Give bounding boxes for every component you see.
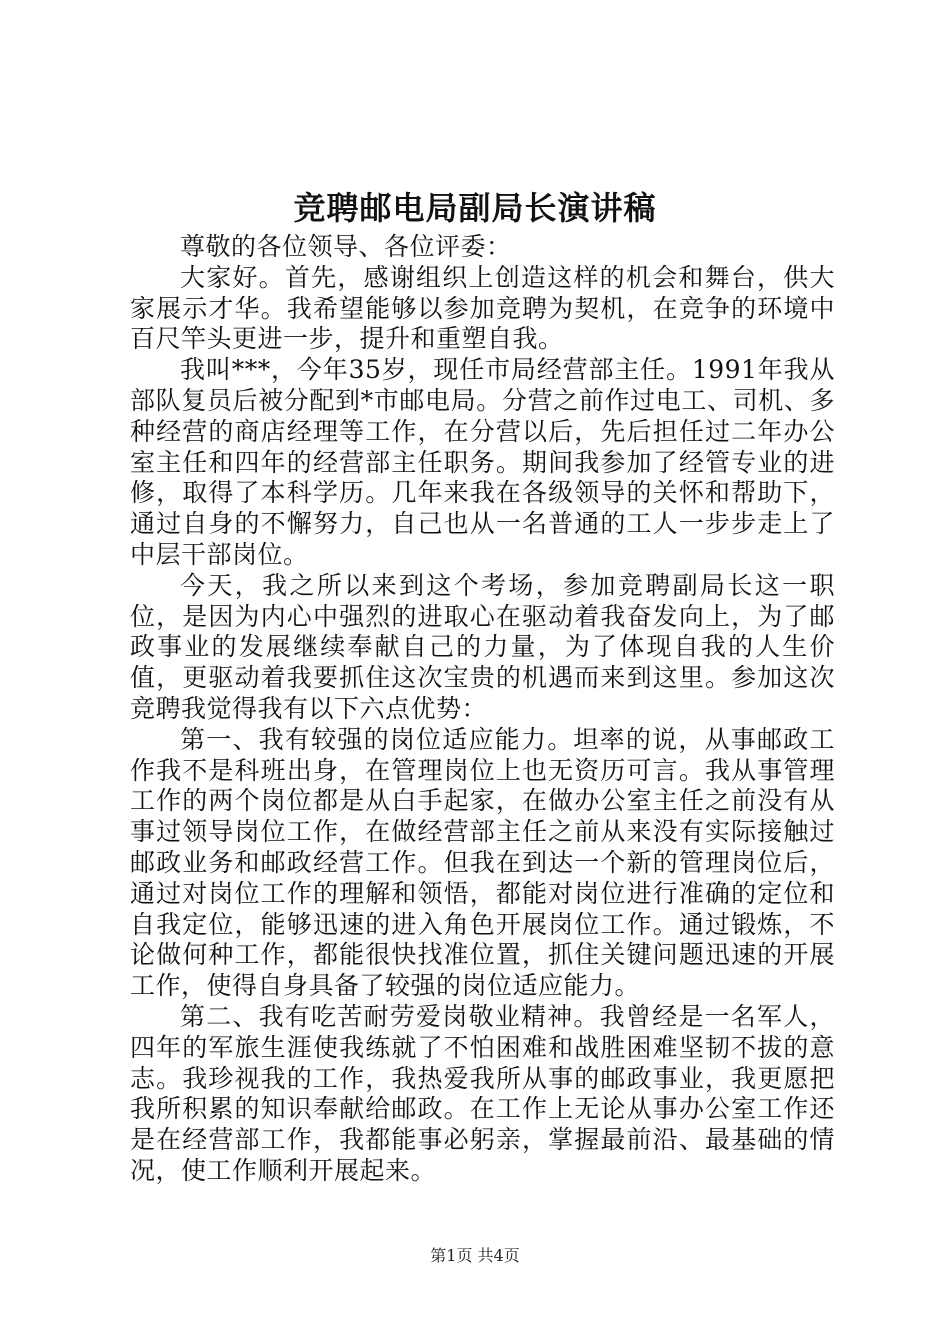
paragraph-salutation: 尊敬的各位领导、各位评委： bbox=[180, 232, 512, 261]
paragraph-advantage-one: 第一、我有较强的岗位适应能力。坦率的说，从事邮政工作我不是科班出身，在管理岗位上也无资历可言。我从事管理工作的两个岗位都是从白手起家，在做办公室主任之前没有从事过领导岗位工作，在做经营部主任之前从来没有实际接触过邮政业务和邮政经营工作。但我在到达一个新的管理岗位后，通过对岗位工作的理解和领悟，都能对岗位进行准确的定位和自我定位，能够迅速的进入角色开展岗位工作。通过锻炼，不论做何种工作，都能很快找准位置，抓住关键问题迅速的开展工作，使得自身具备了较强的岗位适应能力。 bbox=[130, 724, 835, 1001]
document-body bbox=[130, 232, 835, 1187]
paragraph-motivation: 今天，我之所以来到这个考场，参加竞聘副局长这一职位，是因为内心中强烈的进取心在驱动着我奋发向上，为了邮政事业的发展继续奉献自己的力量，为了体现自我的人生价值，更驱动着我要抓住这次宝贵的机遇而来到这里。参加这次竞聘我觉得我有以下六点优势： bbox=[130, 570, 835, 723]
paragraph-self-introduction: 我叫***，今年35岁，现任市局经营部主任。1991年我从部队复员后被分配到*市邮电局。分营之前作过电工、司机、多种经营的商店经理等工作，在分营以后，先后担任过二年办公室主任和四年的经营部主任职务。期间我参加了经管专业的进修，取得了本科学历。几年来我在各级领导的关怀和帮助下，通过自身的不懈努力，自己也从一名普通的工人一步步走上了中层干部岗位。 bbox=[130, 355, 835, 569]
document-title: 竞聘邮电局副局长演讲稿 bbox=[293, 189, 657, 227]
paragraph-greeting: 大家好。首先，感谢组织上创造这样的机会和舞台，供大家展示才华。我希望能够以参加竞聘为契机，在竞争的环境中百尺竿头更进一步，提升和重塑自我。 bbox=[130, 262, 835, 354]
page-number-footer: 第1页 共4页 bbox=[430, 1246, 520, 1265]
paragraph-advantage-two: 第二、我有吃苦耐劳爱岗敬业精神。我曾经是一名军人，四年的军旅生涯使我练就了不怕困难和战胜困难坚韧不拔的意志。我珍视我的工作，我热爱我所从事的邮政事业，我更愿把我所积累的知识奉献给邮政。在工作上无论从事办公室工作还是在经营部工作，我都能事必躬亲，掌握最前沿、最基础的情况，使工作顺利开展起来。 bbox=[130, 1001, 835, 1185]
